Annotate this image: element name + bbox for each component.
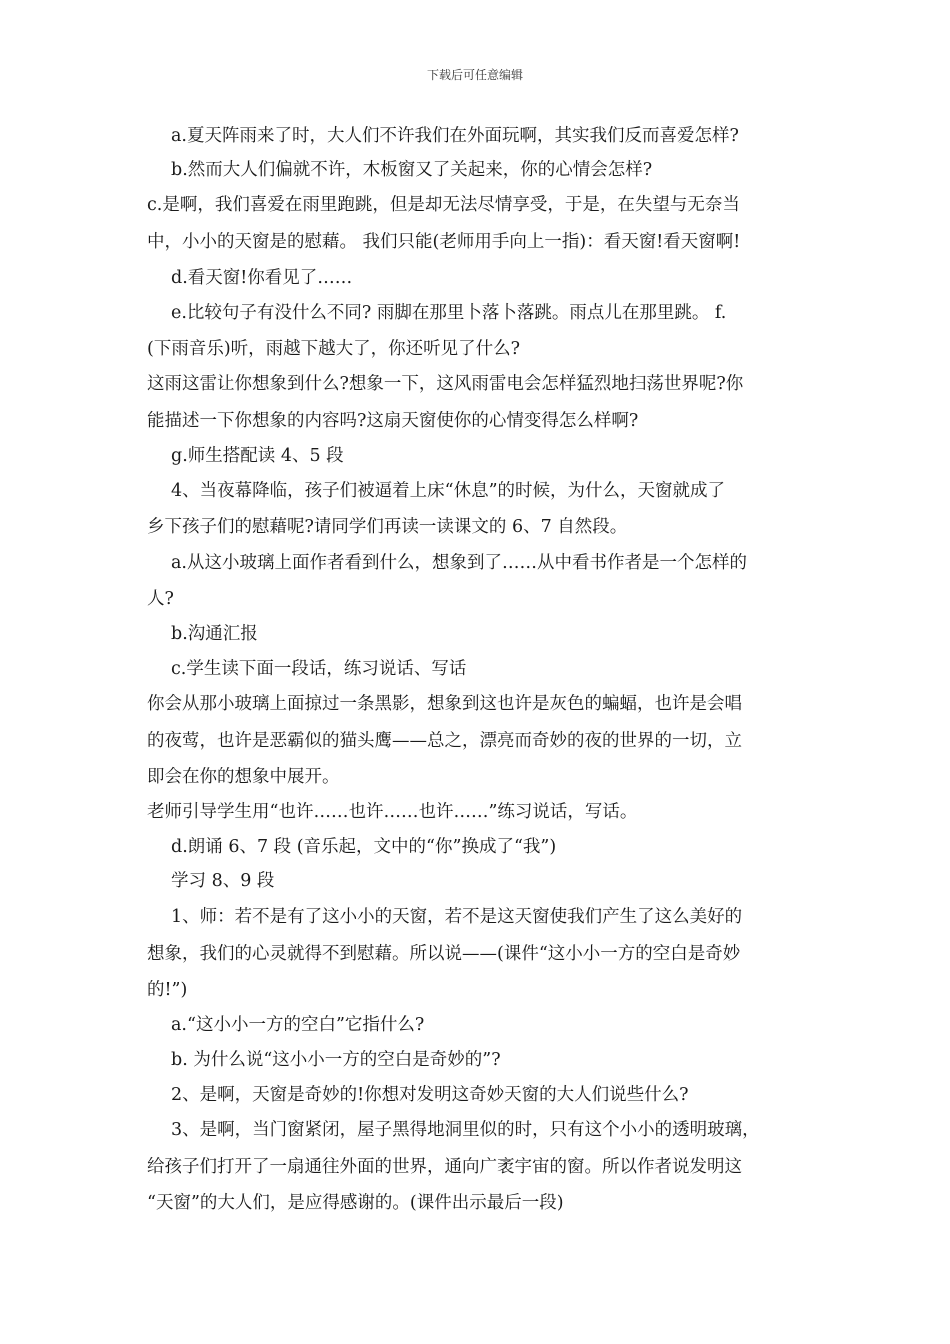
- text-line: 你会从那小玻璃上面掠过一条黑影，想象到这也许是灰色的蝙蝠，也许是会唱: [147, 694, 742, 714]
- text-line: 能描述一下你想象的内容吗?这扇天窗使你的心情变得怎么样啊?: [147, 411, 639, 431]
- text-line: b. 为什么说“这小小一方的空白是奇妙的”?: [171, 1050, 501, 1070]
- page-header: 下载后可任意编辑: [426, 68, 523, 82]
- text-line: 的!”): [147, 980, 188, 1000]
- text-line: d.看天窗!你看见了……: [171, 268, 353, 288]
- text-line: “天窗”的大人们，是应得感谢的。(课件出示最后一段): [147, 1193, 564, 1213]
- text-line: a.从这小玻璃上面作者看到什么，想象到了……从中看书作者是一个怎样的: [171, 553, 747, 573]
- text-line: 4、当夜幕降临，孩子们被逼着上床“休息”的时候，为什么，天窗就成了: [171, 481, 726, 501]
- text-line: 乡下孩子们的慰藉呢?请同学们再读一读课文的 6、7 自然段。: [147, 517, 628, 537]
- text-line: 的夜莺，也许是恶霸似的猫头鹰——总之，漂亮而奇妙的夜的世界的一切，立: [147, 731, 742, 751]
- text-line: 即会在你的想象中展开。: [147, 767, 340, 787]
- text-line: 人?: [147, 589, 174, 609]
- text-line: d.朗诵 6、7 段 (音乐起，文中的“你”换成了“我”): [171, 837, 557, 857]
- text-line: e.比较句子有没什么不同? 雨脚在那里卜落卜落跳。雨点儿在那里跳。 f.: [171, 303, 727, 323]
- text-line: c.是啊，我们喜爱在雨里跑跳，但是却无法尽情享受，于是，在失望与无奈当: [147, 195, 740, 215]
- text-line: b.然而大人们偏就不许，木板窗又了关起来，你的心情会怎样?: [171, 160, 653, 180]
- text-line: b.沟通汇报: [171, 624, 258, 644]
- text-line: 想象，我们的心灵就得不到慰藉。所以说——(课件“这小小一方的空白是奇妙: [147, 944, 741, 964]
- text-line: a.“这小小一方的空白”它指什么?: [171, 1015, 425, 1035]
- text-line: 3、是啊，当门窗紧闭，屋子黑得地洞里似的时，只有这个小小的透明玻璃，: [171, 1120, 760, 1140]
- text-line: 学习 8、9 段: [171, 871, 275, 891]
- text-line: a.夏天阵雨来了时，大人们不许我们在外面玩啊，其实我们反而喜爱怎样?: [171, 126, 739, 146]
- text-line: 1、师：若不是有了这小小的天窗，若不是这天窗使我们产生了这么美好的: [171, 907, 743, 927]
- text-line: c.学生读下面一段话，练习说话、写话: [171, 659, 467, 679]
- text-line: 2、是啊，天窗是奇妙的!你想对发明这奇妙天窗的大人们说些什么?: [171, 1085, 689, 1105]
- text-line: 这雨这雷让你想象到什么?想象一下，这风雨雷电会怎样猛烈地扫荡世界呢?你: [147, 374, 744, 394]
- text-line: 老师引导学生用“也许……也许……也许……”练习说话，写话。: [147, 802, 638, 822]
- text-line: 中，小小的天窗是的慰藉。 我们只能(老师用手向上一指)：看天窗!看天窗啊!: [147, 232, 741, 252]
- text-line: (下雨音乐)听，雨越下越大了，你还听见了什么?: [147, 339, 521, 359]
- text-line: 给孩子们打开了一扇通往外面的世界，通向广袤宇宙的窗。所以作者说发明这: [147, 1157, 742, 1177]
- text-line: g.师生搭配读 4、5 段: [171, 446, 344, 466]
